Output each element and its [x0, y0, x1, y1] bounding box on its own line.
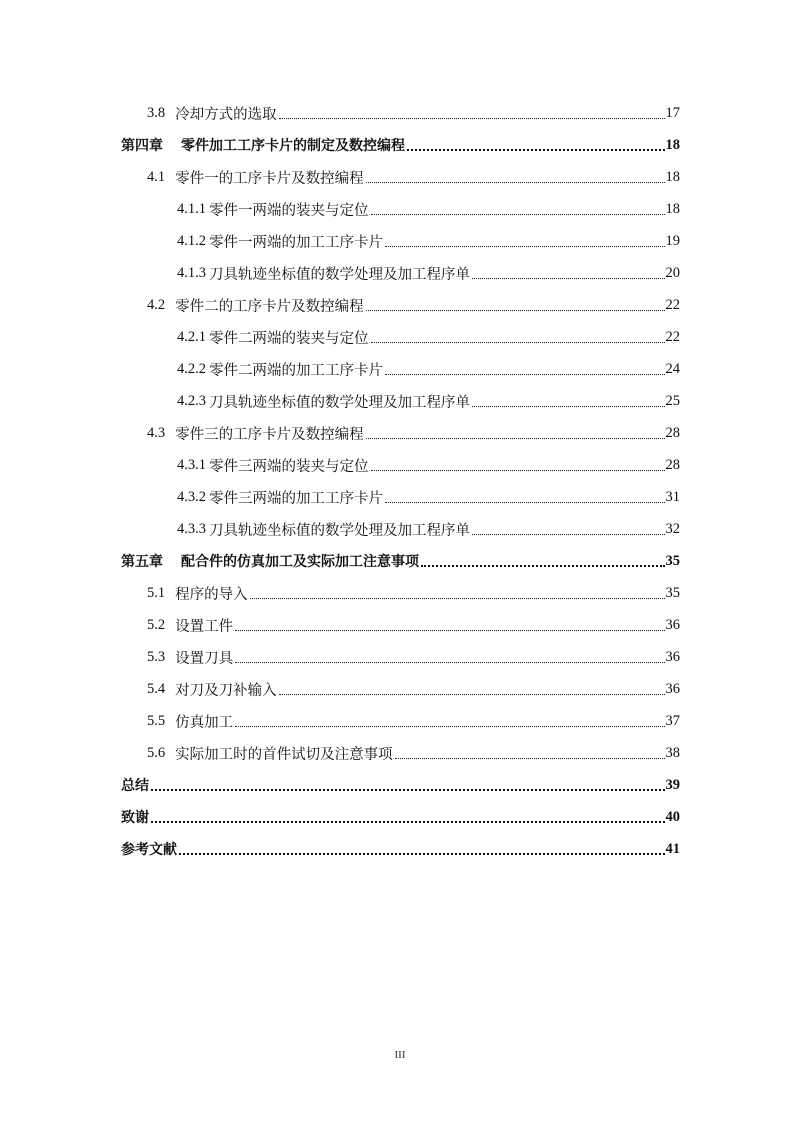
toc-entry[interactable] [177, 224, 680, 258]
toc-entry-number: 4.2 [147, 296, 166, 313]
dot-leader [151, 821, 665, 823]
dot-leader [385, 502, 665, 503]
dot-leader [279, 694, 665, 695]
toc-entry-title: 刀具轨迹坐标值的数学处理及加工程序单 [209, 394, 470, 411]
toc-entry-number: 5.2 [147, 616, 166, 633]
toc-entry-page: 36 [665, 616, 680, 633]
dot-leader [371, 470, 665, 471]
dot-leader [179, 853, 665, 855]
toc-entry[interactable] [177, 448, 680, 482]
toc-entry-number: 4.2.1 [177, 328, 206, 345]
toc-entry-title: 刀具轨迹坐标值的数学处理及加工程序单 [209, 266, 470, 283]
toc-entry-title: 设置工件 [175, 618, 234, 635]
toc-entry-number: 第五章 [121, 554, 163, 570]
toc-entry[interactable] [177, 320, 680, 354]
toc-entry-title: 零件一两端的加工工序卡片 [209, 234, 383, 251]
toc-entry-number: 3.8 [147, 104, 166, 121]
toc-entry[interactable] [177, 192, 680, 226]
toc-entry[interactable] [147, 608, 680, 642]
toc-entry-number: 4.3.3 [177, 520, 206, 537]
toc-entry-number: 4.3.2 [177, 488, 206, 505]
toc-entry-page: 17 [665, 104, 680, 121]
toc-entry-title: 仿真加工 [175, 714, 234, 731]
toc-entry-page: 36 [665, 648, 680, 665]
toc-entry-number: 4.1.3 [177, 264, 206, 281]
toc-entry[interactable] [177, 512, 680, 546]
toc-entry[interactable] [177, 256, 680, 290]
toc-entry-page: 36 [665, 680, 680, 697]
toc-entry-number: 5.4 [147, 680, 166, 697]
toc-entry-chapter[interactable] [121, 544, 680, 578]
dot-leader [385, 374, 665, 375]
toc-entry[interactable] [147, 160, 680, 194]
toc-entry-page: 38 [665, 744, 680, 761]
toc-entry-page: 18 [665, 136, 680, 153]
toc-entry-title: 对刀及刀补输入 [175, 682, 277, 699]
toc-entry-page: 40 [665, 808, 680, 825]
toc-entry-title: 零件三的工序卡片及数控编程 [175, 426, 364, 443]
toc-entry[interactable] [147, 672, 680, 706]
dot-leader [151, 789, 665, 791]
toc-entry[interactable] [177, 480, 680, 514]
toc-entry-title: 参考文献 [121, 842, 177, 858]
dot-leader [366, 182, 665, 183]
dot-leader [371, 214, 665, 215]
toc-entry-title: 零件加工工序卡片的制定及数控编程 [181, 138, 405, 154]
toc-entry-title: 零件二两端的装夹与定位 [209, 330, 369, 347]
dot-leader [472, 406, 665, 407]
toc-entry-page: 28 [665, 424, 680, 441]
dot-leader [366, 438, 665, 439]
toc-entry-page: 19 [665, 232, 680, 249]
toc-entry-page: 32 [665, 520, 680, 537]
toc-entry-number: 4.1.2 [177, 232, 206, 249]
toc-entry-acknowledgements[interactable] [121, 800, 680, 834]
toc-entry[interactable] [147, 704, 680, 738]
toc-entry-title: 实际加工时的首件试切及注意事项 [175, 746, 393, 763]
toc-entry-number: 5.6 [147, 744, 166, 761]
toc-entry-number: 4.3.1 [177, 456, 206, 473]
toc-entry-title: 刀具轨迹坐标值的数学处理及加工程序单 [209, 522, 470, 539]
dot-leader [250, 598, 665, 599]
toc-entry-number: 5.1 [147, 584, 166, 601]
toc-entry-number: 4.1.1 [177, 200, 206, 217]
toc-entry-title: 程序的导入 [175, 586, 248, 603]
toc-entry-number: 4.2.3 [177, 392, 206, 409]
toc-entry-title: 零件二两端的加工工序卡片 [209, 362, 383, 379]
dot-leader [366, 310, 665, 311]
dot-leader [385, 246, 665, 247]
toc-entry-page: 25 [665, 392, 680, 409]
toc-entry-number: 5.5 [147, 712, 166, 729]
dot-leader [235, 630, 664, 631]
dot-leader [472, 534, 665, 535]
toc-entry[interactable] [147, 640, 680, 674]
dot-leader [407, 149, 665, 151]
toc-entry-title: 零件一的工序卡片及数控编程 [175, 170, 364, 187]
toc-entry[interactable] [147, 96, 680, 130]
toc-entry-page: 28 [665, 456, 680, 473]
toc-entry-number: 4.2.2 [177, 360, 206, 377]
toc-entry[interactable] [147, 736, 680, 770]
dot-leader [421, 565, 665, 567]
toc-entry-title: 零件一两端的装夹与定位 [209, 202, 369, 219]
toc-entry-number: 5.3 [147, 648, 166, 665]
dot-leader [395, 758, 665, 759]
toc-entry[interactable] [177, 384, 680, 418]
toc-entry-number: 第四章 [121, 138, 163, 154]
dot-leader [235, 662, 664, 663]
toc-entry-page: 18 [665, 200, 680, 217]
toc-entry[interactable] [147, 416, 680, 450]
toc-entry-page: 20 [665, 264, 680, 281]
toc-entry-title: 致谢 [121, 810, 149, 826]
toc-entry-page: 18 [665, 168, 680, 185]
toc-entry-title: 设置刀具 [175, 650, 234, 667]
toc-entry-references[interactable] [121, 832, 680, 866]
toc-entry-title: 零件三两端的加工工序卡片 [209, 490, 383, 507]
dot-leader [279, 118, 665, 119]
toc-entry[interactable] [177, 352, 680, 386]
toc-entry-page: 31 [665, 488, 680, 505]
dot-leader [371, 342, 665, 343]
toc-entry-page: 22 [665, 296, 680, 313]
dot-leader [472, 278, 665, 279]
toc-entry-number: 4.1 [147, 168, 166, 185]
dot-leader [235, 726, 664, 727]
toc-entry-page: 24 [665, 360, 680, 377]
toc-entry-summary[interactable] [121, 768, 680, 802]
toc-entry-page: 41 [665, 840, 680, 857]
toc-entry-page: 35 [665, 552, 680, 569]
toc-entry-page: 22 [665, 328, 680, 345]
toc-entry-chapter[interactable] [121, 128, 680, 162]
toc-entry-title: 总结 [121, 778, 149, 794]
toc-entry[interactable] [147, 576, 680, 610]
toc-entry-page: 39 [665, 776, 680, 793]
toc-entry-page: 37 [665, 712, 680, 729]
toc-entry-title: 零件三两端的装夹与定位 [209, 458, 369, 475]
toc-entry-title: 配合件的仿真加工及实际加工注意事项 [181, 554, 419, 570]
toc-entry-title: 冷却方式的选取 [175, 106, 277, 123]
toc-entry[interactable] [147, 288, 680, 322]
toc-entry-title: 零件二的工序卡片及数控编程 [175, 298, 364, 315]
toc-entry-number: 4.3 [147, 424, 166, 441]
page-number-footer: III [394, 1049, 406, 1061]
toc-entry-page: 35 [665, 584, 680, 601]
